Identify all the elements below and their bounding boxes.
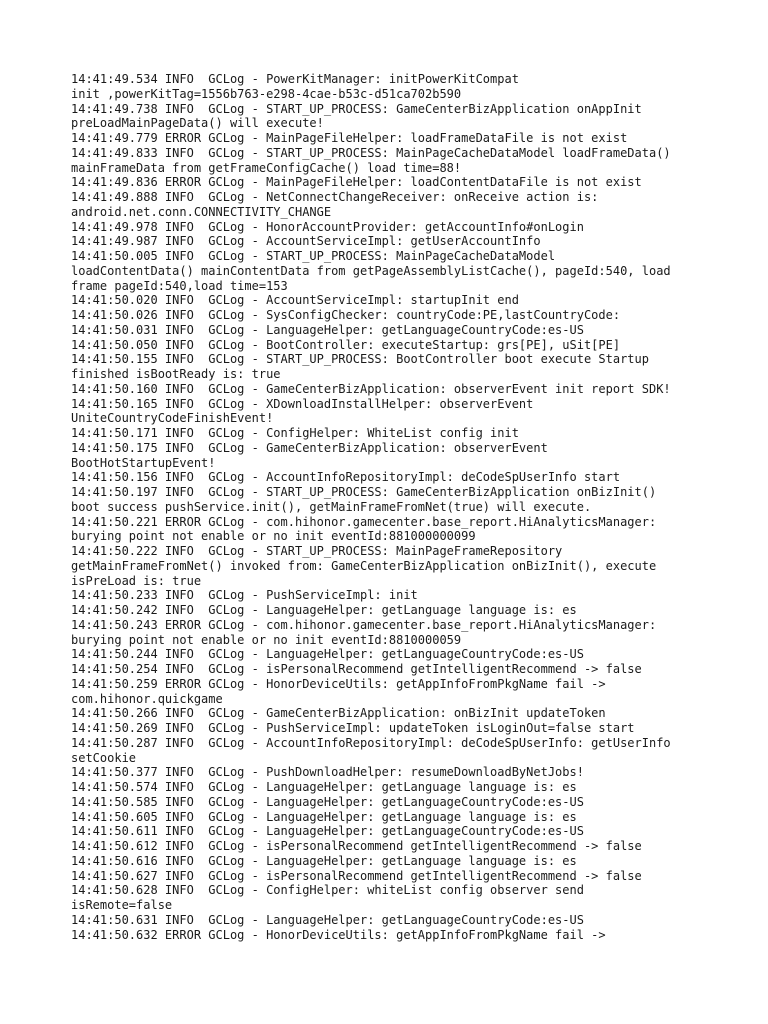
log-line: 14:41:50.259 ERROR GCLog - HonorDeviceUtils: getAppInfoFromPkgName fail -> (71, 676, 606, 691)
log-line: finished isBootReady is: true (71, 367, 281, 381)
log-line: boot success pushService.init(), getMainFrameFromNet(true) will execute. (71, 499, 592, 514)
log-line: 14:41:50.616 INFO GCLog - LanguageHelper: getLanguage language is: es (71, 853, 577, 868)
log-line: 14:41:50.243 ERROR GCLog - com.hihonor.gamecenter.base_report.HiAnalyticsManager: (71, 617, 657, 632)
log-line: 14:41:50.585 INFO GCLog - LanguageHelper: getLanguageCountryCode:es-US (71, 794, 584, 809)
log-line: 14:41:50.156 INFO GCLog - AccountInfoRepositoryImpl: deCodeSpUserInfo start (71, 470, 621, 485)
log-line: 14:41:50.031 INFO GCLog - LanguageHelper: getLanguageCountryCode:es-US (71, 322, 584, 337)
log-line: 14:41:49.779 ERROR GCLog - MainPageFileHelper: loadFrameDataFile is not exist (71, 131, 628, 145)
log-line: frame pageId:540,load time=153 (71, 278, 288, 293)
log-line: isPreLoad is: true (71, 573, 202, 588)
log-line: preLoadMainPageData() will execute! (71, 116, 324, 131)
log-line: 14:41:50.611 INFO GCLog - LanguageHelper: getLanguageCountryCode:es-US (71, 824, 584, 839)
log-line: com.hihonor.quickgame (71, 691, 223, 706)
log-line: setCookie (71, 750, 137, 765)
log-line: 14:41:50.244 INFO GCLog - LanguageHelper: getLanguageCountryCode:es-US (71, 647, 584, 662)
log-line: UniteCountryCodeFinishEvent! (71, 411, 274, 426)
log-line: 14:41:50.242 INFO GCLog - LanguageHelper: getLanguage language is: es (71, 603, 577, 617)
log-line: 14:41:50.627 INFO GCLog - isPersonalRecommend getIntelligentRecommend -> false (71, 868, 642, 883)
log-line: 14:41:50.612 INFO GCLog - isPersonalRecommend getIntelligentRecommend -> false (71, 839, 642, 853)
log-line: 14:41:50.175 INFO GCLog - GameCenterBizApplication: observerEvent (71, 440, 548, 455)
log-line: android.net.conn.CONNECTIVITY_CHANGE (71, 204, 332, 219)
log-line: 14:41:50.026 INFO GCLog - SysConfigChecker: countryCode:PE,lastCountryCode: (71, 308, 621, 322)
log-line: 14:41:50.197 INFO GCLog - START_UP_PROCESS: GameCenterBizApplication onBizInit() (71, 485, 657, 499)
log-line: 14:41:50.050 INFO GCLog - BootController: executeStartup: grs[PE], uSit[PE] (71, 337, 621, 352)
log-line: BootHotStartupEvent! (71, 455, 216, 470)
log-line: 14:41:50.574 INFO GCLog - LanguageHelper: getLanguage language is: es (71, 780, 577, 794)
log-line: getMainFrameFromNet() invoked from: GameCenterBizApplication onBizInit(), execute (71, 558, 657, 573)
log-line: 14:41:50.221 ERROR GCLog - com.hihonor.gamecenter.base_report.HiAnalyticsManager: (71, 514, 657, 529)
log-line: 14:41:50.628 INFO GCLog - ConfigHelper: whiteList config observer send (71, 883, 584, 898)
log-line: 14:41:50.631 INFO GCLog - LanguageHelper: getLanguageCountryCode:es-US (71, 912, 584, 927)
log-line: 14:41:49.978 INFO GCLog - HonorAccountProvider: getAccountInfo#onLogin (71, 219, 584, 234)
log-line: 14:41:50.269 INFO GCLog - PushServiceImpl: updateToken isLoginOut=false start (71, 721, 635, 735)
log-line: mainFrameData from getFrameConfigCache() load time=88! (71, 160, 462, 175)
log-line: 14:41:50.287 INFO GCLog - AccountInfoRepositoryImpl: deCodeSpUserInfo: getUserInfo (71, 735, 671, 750)
log-line: 14:41:49.534 INFO GCLog - PowerKitManager: initPowerKitCompat (71, 72, 519, 86)
log-line: 14:41:49.738 INFO GCLog - START_UP_PROCESS: GameCenterBizApplication onAppInit (71, 101, 642, 116)
log-line: init ,powerKitTag=1556b763-e298-4cae-b53c-d51ca702b590 (71, 86, 462, 101)
log-line: 14:41:49.987 INFO GCLog - AccountServiceImpl: getUserAccountInfo (71, 234, 541, 249)
log-line: 14:41:50.165 INFO GCLog - XDownloadInstallHelper: observerEvent (71, 396, 534, 411)
log-line: 14:41:50.020 INFO GCLog - AccountServiceImpl: startupInit end (71, 293, 519, 308)
log-line: burying point not enable or no init eventId:8810000059 (71, 632, 462, 647)
log-line: 14:41:49.836 ERROR GCLog - MainPageFileHelper: loadContentDataFile is not exist (71, 175, 642, 190)
log-line: 14:41:50.005 INFO GCLog - START_UP_PROCESS: MainPageCacheDataModel (71, 249, 556, 263)
log-text-body (71, 72, 721, 942)
log-line: 14:41:50.233 INFO GCLog - PushServiceImpl: init (71, 588, 418, 603)
log-line: 14:41:50.605 INFO GCLog - LanguageHelper: getLanguage language is: es (71, 809, 577, 824)
log-line: burying point not enable or no init eventId:881000000099 (71, 529, 476, 544)
log-line: loadContentData() mainContentData from getPageAssemblyListCache(), pageId:540, load (71, 263, 671, 278)
log-line: 14:41:50.171 INFO GCLog - ConfigHelper: WhiteList config init (71, 426, 519, 440)
log-line: isRemote=false (71, 898, 173, 912)
log-line: 14:41:49.833 INFO GCLog - START_UP_PROCESS: MainPageCacheDataModel loadFrameData() (71, 145, 671, 160)
log-line: 14:41:50.254 INFO GCLog - isPersonalRecommend getIntelligentRecommend -> false (71, 662, 642, 676)
log-line: 14:41:50.632 ERROR GCLog - HonorDeviceUtils: getAppInfoFromPkgName fail -> (71, 927, 606, 942)
log-line: 14:41:50.222 INFO GCLog - START_UP_PROCESS: MainPageFrameRepository (71, 544, 563, 558)
log-line: 14:41:50.266 INFO GCLog - GameCenterBizApplication: onBizInit updateToken (71, 706, 606, 721)
log-line: 14:41:50.377 INFO GCLog - PushDownloadHelper: resumeDownloadByNetJobs! (71, 765, 584, 780)
log-line: 14:41:49.888 INFO GCLog - NetConnectChangeReceiver: onReceive action is: (71, 190, 599, 204)
log-line: 14:41:50.155 INFO GCLog - START_UP_PROCESS: BootController boot execute Startup (71, 352, 649, 367)
log-line: 14:41:50.160 INFO GCLog - GameCenterBizApplication: observerEvent init report SDK! (71, 381, 671, 396)
